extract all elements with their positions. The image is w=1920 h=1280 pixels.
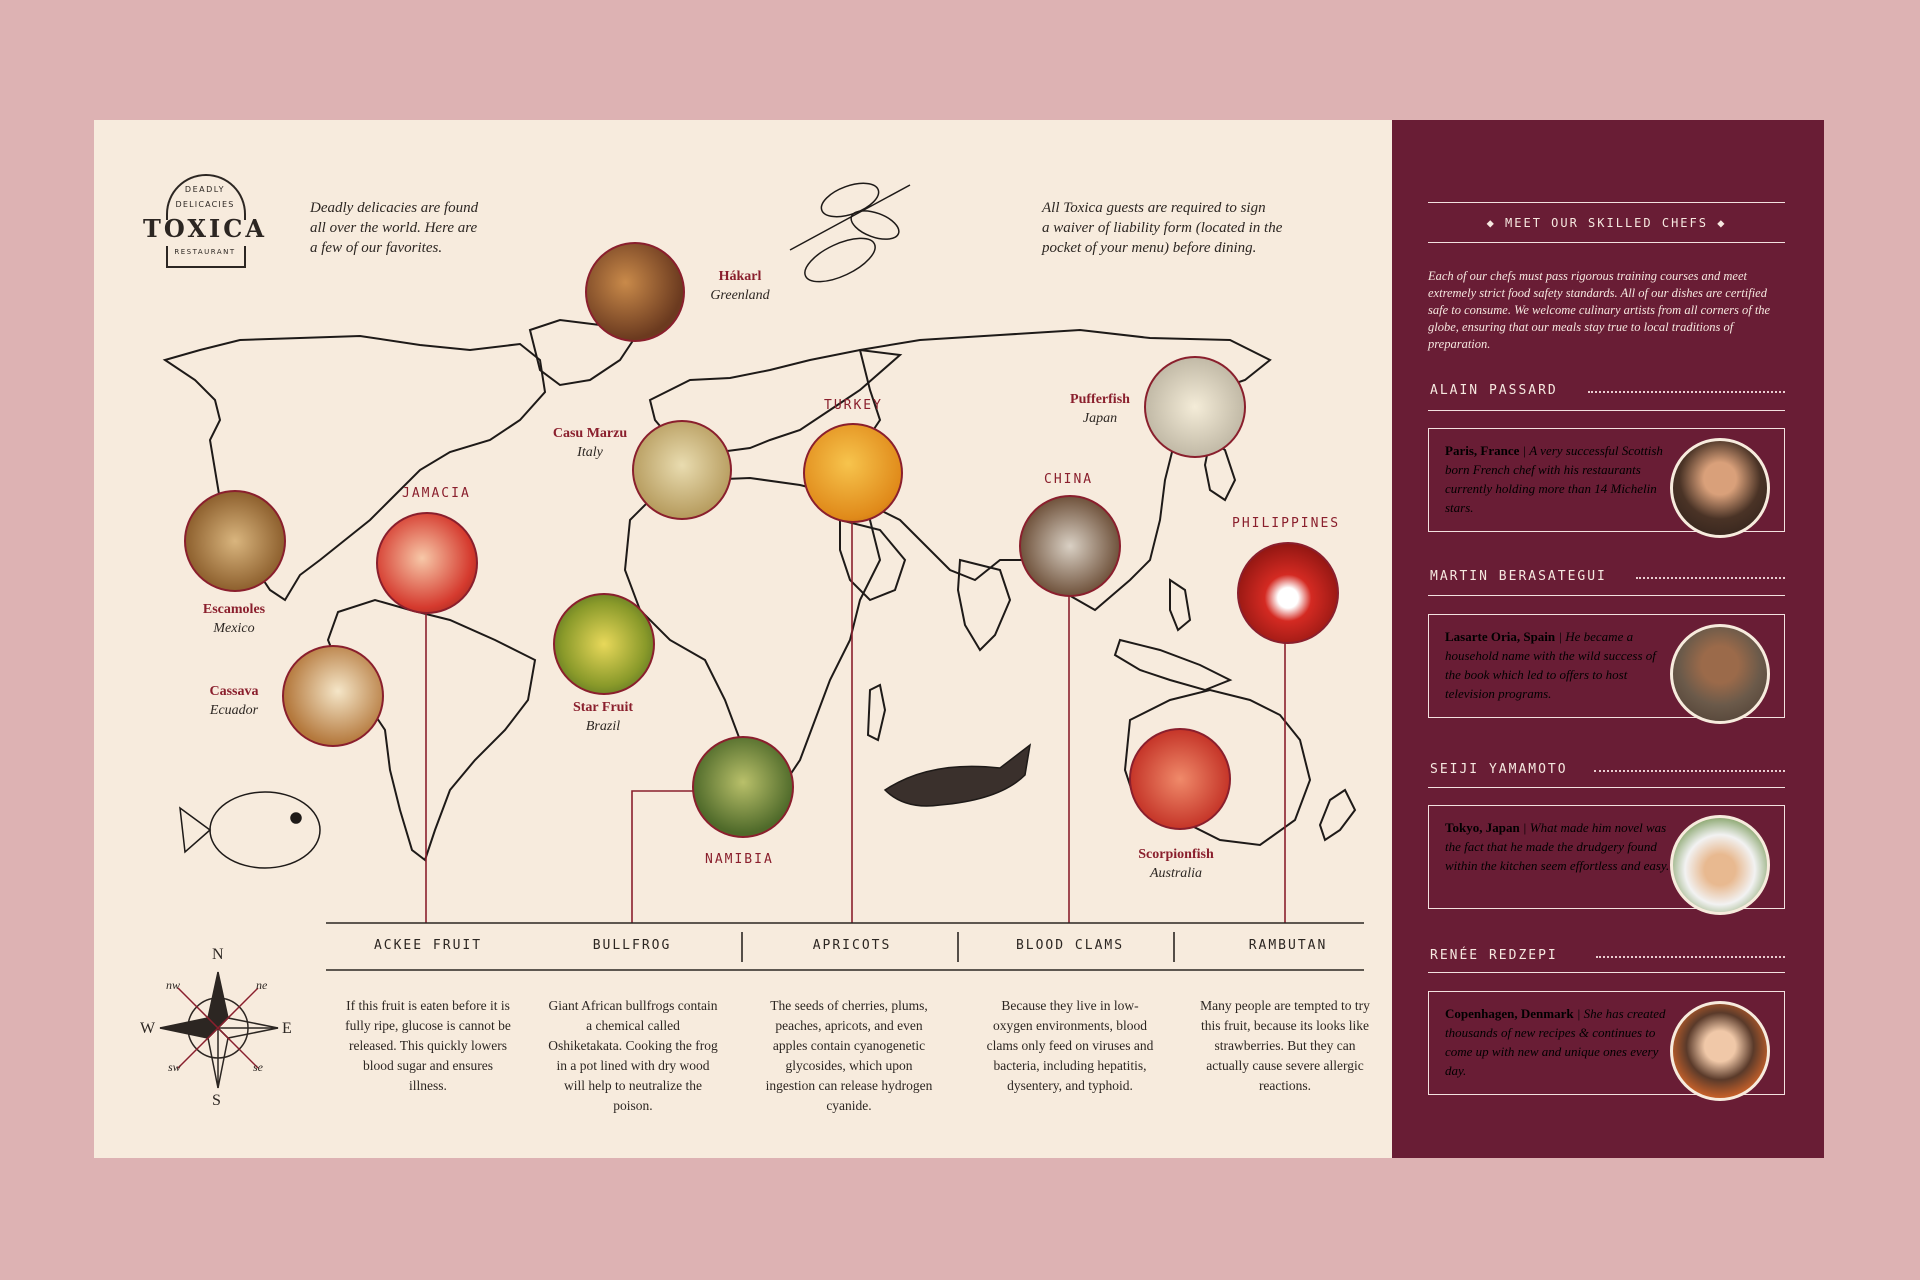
bullfrog-photo	[692, 736, 794, 838]
chef-card	[1428, 614, 1785, 718]
chef-bio: He became a household name with the wild success of the book which led to offers to host television programs.	[1445, 629, 1656, 701]
intro-left-line: Deadly delicacies are found	[310, 200, 479, 216]
label-escamoles-place: Mexico	[213, 621, 255, 636]
chef-dots	[1588, 391, 1785, 393]
label-hakarl-name: Hákarl	[718, 269, 762, 284]
compass-e: E	[282, 1020, 292, 1037]
label-cassava-place: Ecuador	[209, 703, 259, 718]
sidebar-rule	[1428, 202, 1785, 203]
apricot-photo	[803, 423, 903, 523]
chef-rule	[1428, 410, 1785, 411]
label-casu-marzu	[535, 424, 645, 462]
hakarl-photo	[585, 242, 685, 342]
blood-clams-photo	[1019, 495, 1121, 597]
fish-sketch-icon	[885, 745, 1030, 806]
ackee-photo	[376, 512, 478, 614]
column-text-apricots: The seeds of cherries, plums, peaches, apricots, and even apples contain cyanogenetic glycosides, which upon ingestion can release hydrogen cyanide.	[765, 998, 933, 1113]
label-scorpion-place: Australia	[1149, 866, 1203, 881]
compass-n: N	[212, 946, 224, 963]
sidebar-rule	[1428, 242, 1785, 243]
chef-card-text: Lasarte Oria, Spain | He became a household name with the wild success of the book which led to offers to host television programs.	[1445, 629, 1656, 701]
compass-sw: sw	[168, 1060, 181, 1074]
chef-dots	[1594, 770, 1785, 772]
star-fruit-photo	[553, 593, 655, 695]
country-namibia: NAMIBIA	[705, 852, 774, 867]
label-hakarl	[695, 267, 785, 305]
chef-rule	[1428, 595, 1785, 596]
chef-bio: A very successful Scottish born French chef with his restaurants currently holding more than 14 Michelin stars.	[1445, 443, 1663, 515]
label-hakarl-place: Greenland	[710, 288, 770, 303]
logo-top-text: DEADLY	[184, 185, 226, 194]
label-scorpionfish	[1116, 845, 1236, 883]
cocoa-pod-sketch-icon	[790, 177, 910, 291]
pufferfish-photo	[1144, 356, 1246, 458]
chef-avatar	[1670, 438, 1770, 538]
chef-place: Tokyo, Japan	[1445, 820, 1520, 835]
logo-middle-text: DELICACIES	[175, 200, 235, 209]
compass-w: W	[140, 1020, 156, 1037]
intro-left-line: all over the world. Here are	[310, 220, 478, 236]
intro-right-line: pocket of your menu) before dining.	[1042, 240, 1257, 256]
column-text-bullfrog: Giant African bullfrogs contain a chemical called Oshiketakata. Cooking the frog in a pot lined with dry wood will help to neutralize the poison.	[548, 998, 718, 1113]
chef-rule	[1428, 972, 1785, 973]
chef-place: Paris, France	[1445, 443, 1520, 458]
intro-left-line: a few of our favorites.	[310, 240, 443, 256]
label-star-fruit	[553, 698, 653, 736]
label-casu-place: Italy	[577, 445, 603, 460]
indonesia-outline	[1115, 640, 1230, 690]
chef-bio: What made him novel was the fact that he made the drudgery found within the kitchen seem effortless and easy.	[1445, 820, 1670, 873]
scorpionfish-photo	[1129, 728, 1231, 830]
escamoles-photo	[184, 490, 286, 592]
column-text-rambutan: Many people are tempted to try this fruit, because its looks like strawberries. But they can actually cause severe allergic reactions.	[1200, 998, 1370, 1093]
casu-marzu-photo	[632, 420, 732, 520]
column-heading-bullfrog: BULLFROG	[592, 938, 672, 953]
chef-name: MARTIN BERASATEGUI	[1430, 569, 1607, 584]
compass-se: se	[253, 1060, 263, 1074]
sidebar-intro: Each of our chefs must pass rigorous training courses and meet extremely strict food safety standards. All of our dishes are certified safe to consume. We welcome culinary artists from all corners of the globe, ensuring that our meals stay true to local traditions of preparation.	[1428, 269, 1771, 351]
column-text-blood-clams: Because they live in low-oxygen environments, blood clams only feed on viruses and bacteria, including hepatitis, dysentery, and typhoid.	[986, 998, 1154, 1093]
chef-card	[1428, 991, 1785, 1095]
label-pufferfish	[1050, 390, 1150, 428]
chef-card	[1428, 428, 1785, 532]
country-philippines: PHILIPPINES	[1232, 516, 1341, 531]
country-jamaica: JAMACIA	[402, 486, 471, 501]
chef-name: SEIJI YAMAMOTO	[1430, 762, 1568, 777]
chef-card-text: Copenhagen, Denmark | She has created thousands of new recipes & continues to come up with new and unique ones every day.	[1445, 1006, 1666, 1078]
madagascar-outline	[868, 685, 885, 740]
label-starfruit-place: Brazil	[585, 719, 621, 734]
label-cassava	[184, 682, 284, 720]
logo-bottom-text: RESTAURANT	[174, 248, 236, 256]
intro-right-line: All Toxica guests are required to sign	[1042, 200, 1266, 216]
label-casu-name: Casu Marzu	[552, 426, 628, 441]
label-cassava-name: Cassava	[209, 684, 259, 699]
chef-dots	[1596, 956, 1785, 958]
chef-name: ALAIN PASSARD	[1430, 383, 1558, 398]
chef-card-text: Tokyo, Japan | What made him novel was the fact that he made the drudgery found within the kitchen seem effortless and easy.	[1445, 820, 1670, 873]
country-turkey: TURKEY	[824, 398, 883, 413]
chef-card-text: Paris, France | A very successful Scottish born French chef with his restaurants currently holding more than 14 Michelin stars.	[1445, 443, 1663, 515]
sidebar-heading: ◆ MEET OUR SKILLED CHEFS ◆	[1486, 216, 1727, 230]
chef-place: Copenhagen, Denmark	[1445, 1006, 1574, 1021]
chef-avatar	[1670, 815, 1770, 915]
intro-right-line: a waiver of liability form (located in the	[1042, 220, 1283, 236]
logo-brand: TOXICA	[143, 214, 267, 243]
chef-avatar	[1670, 624, 1770, 724]
compass-nw: nw	[166, 978, 181, 992]
chef-bio: She has created thousands of new recipes & continues to come up with new and unique ones every day.	[1445, 1006, 1666, 1078]
country-china: CHINA	[1044, 472, 1094, 487]
column-heading-blood-clams: BLOOD CLAMS	[1015, 938, 1125, 953]
label-scorpion-name: Scorpionfish	[1138, 847, 1214, 862]
column-heading-rambutan: RAMBUTAN	[1248, 938, 1328, 953]
label-starfruit-name: Star Fruit	[572, 700, 633, 715]
chef-dots	[1636, 577, 1785, 579]
label-puffer-place: Japan	[1082, 411, 1118, 426]
chef-avatar	[1670, 1001, 1770, 1101]
pufferfish-sketch-icon	[180, 792, 320, 868]
column-heading-ackee: ACKEE FRUIT	[373, 938, 483, 953]
chef-name: RENÉE REDZEPI	[1430, 948, 1558, 963]
chef-rule	[1428, 787, 1785, 788]
label-puffer-name: Pufferfish	[1070, 392, 1130, 407]
chef-place: Lasarte Oria, Spain	[1445, 629, 1556, 644]
label-escamoles-name: Escamoles	[202, 602, 266, 617]
column-heading-apricots: APRICOTS	[812, 938, 892, 953]
compass-ne: ne	[256, 978, 268, 992]
column-text-ackee: If this fruit is eaten before it is fully ripe, glucose is cannot be released. This quickly lowers blood sugar and ensures illness.	[345, 998, 511, 1093]
rambutan-photo	[1237, 542, 1339, 644]
chef-card	[1428, 805, 1785, 909]
philippines-outline	[1170, 580, 1190, 630]
compass-s: S	[212, 1092, 221, 1109]
cassava-photo	[282, 645, 384, 747]
label-escamoles	[184, 600, 284, 638]
new-zealand-outline	[1320, 790, 1355, 840]
